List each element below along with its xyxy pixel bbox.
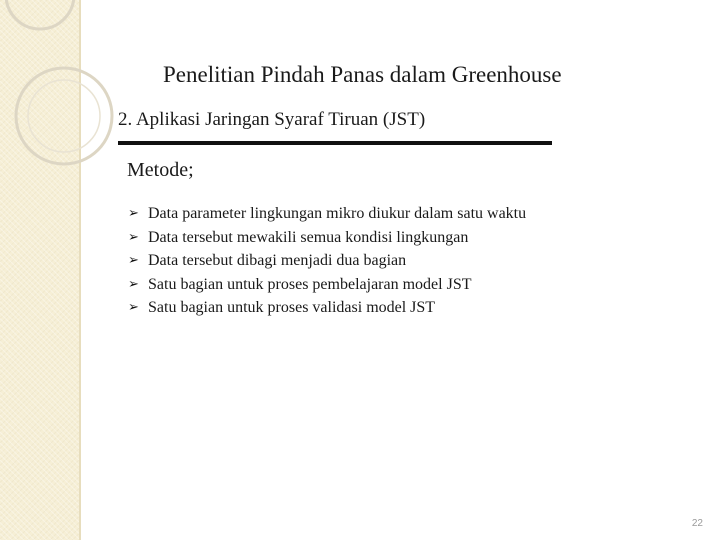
page-number: 22 — [691, 518, 703, 529]
subtitle-underline — [118, 141, 552, 145]
bullet-text: Satu bagian untuk proses validasi model JST — [148, 299, 436, 316]
slide-title: Penelitian Pindah Panas dalam Greenhouse — [163, 62, 562, 87]
arrowhead-bullet-icon: ➢ — [128, 253, 139, 268]
arrowhead-bullet-icon: ➢ — [128, 300, 139, 315]
arrowhead-bullet-icon: ➢ — [128, 276, 139, 292]
decorative-ring-inner — [28, 80, 100, 152]
method-bullet-list — [128, 202, 526, 320]
bullet-text: Data tersebut mewakili semua kondisi lingkungan — [148, 228, 469, 246]
bullet-item — [128, 249, 526, 273]
arrowhead-bullet-icon: ➢ — [128, 206, 139, 221]
bullet-text: Data tersebut dibagi menjadi dua bagian — [148, 252, 407, 269]
section-label: Metode; — [127, 159, 194, 181]
bullet-item — [128, 202, 526, 226]
bullet-item — [128, 226, 526, 250]
bullet-text: Satu bagian untuk proses pembelajaran model JST — [148, 275, 472, 293]
decorative-ring-large — [16, 68, 112, 164]
arrowhead-bullet-icon: ➢ — [128, 229, 139, 245]
decorative-ring-top — [6, 0, 74, 29]
bullet-item — [128, 296, 526, 320]
bullet-item — [128, 273, 526, 297]
decorative-rings — [0, 0, 140, 200]
bullet-text: Data parameter lingkungan mikro diukur dalam satu waktu — [148, 205, 527, 222]
slide-subtitle: 2. Aplikasi Jaringan Syaraf Tiruan (JST) — [118, 109, 426, 130]
